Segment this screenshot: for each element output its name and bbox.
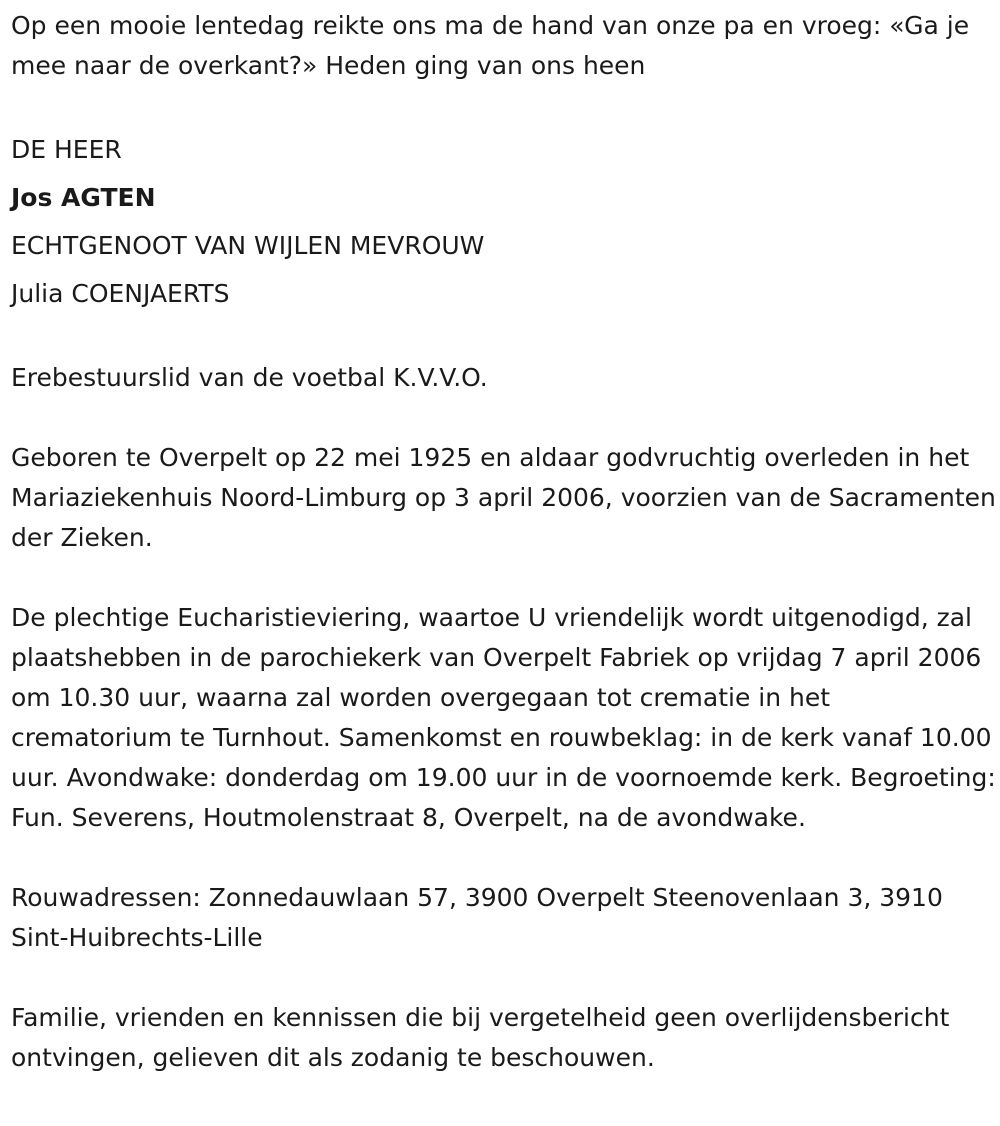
ceremony-paragraph: De plechtige Eucharistieviering, waartoe U vriendelijk wordt uitgenodigd, zal plaatshebben in de parochiekerk van Overpelt Fabriek op vrijdag 7 april 2006 om 10.30 uur, waarna zal worden overgegaan tot crematie in het crematorium te Turnhout. Samenkomst en rouwbeklag: in de kerk vanaf 10.00 uur. Avondwake: donderdag om 19.00 uur in de voornoemde kerk. Begroeting: Fun. Severens, Houtmolenstraat 8, Overpelt, na de avondwake. — [11, 603, 996, 832]
relation-line: ECHTGENOOT VAN WIJLEN MEVROUW — [11, 231, 485, 260]
addresses-paragraph: Rouwadressen: Zonnedauwlaan 57, 3900 Overpelt Steenovenlaan 3, 3910 Sint-Huibrechts-Lille — [11, 883, 943, 952]
intro-paragraph: Op een mooie lentedag reikte ons ma de hand van onze pa en vroeg: «Ga je mee naar de overkant?» Heden ging van ons heen — [11, 11, 970, 80]
honorary-paragraph: Erebestuurslid van de voetbal K.V.V.O. — [11, 363, 488, 392]
birth-death-paragraph: Geboren te Overpelt op 22 mei 1925 en aldaar godvruchtig overleden in het Mariaziekenhuis Noord-Limburg op 3 april 2006, voorzien van de Sacramenten der Zieken. — [11, 443, 996, 552]
obituary-document — [11, 6, 996, 1078]
honorific-title: DE HEER — [11, 135, 122, 164]
spouse-name: Julia COENJAERTS — [11, 279, 230, 308]
deceased-name: Jos AGTEN — [11, 183, 156, 212]
closing-paragraph: Familie, vrienden en kennissen die bij vergetelheid geen overlijdensbericht ontvingen, gelieven dit als zodanig te beschouwen. — [11, 1003, 950, 1072]
name-block — [11, 126, 996, 318]
